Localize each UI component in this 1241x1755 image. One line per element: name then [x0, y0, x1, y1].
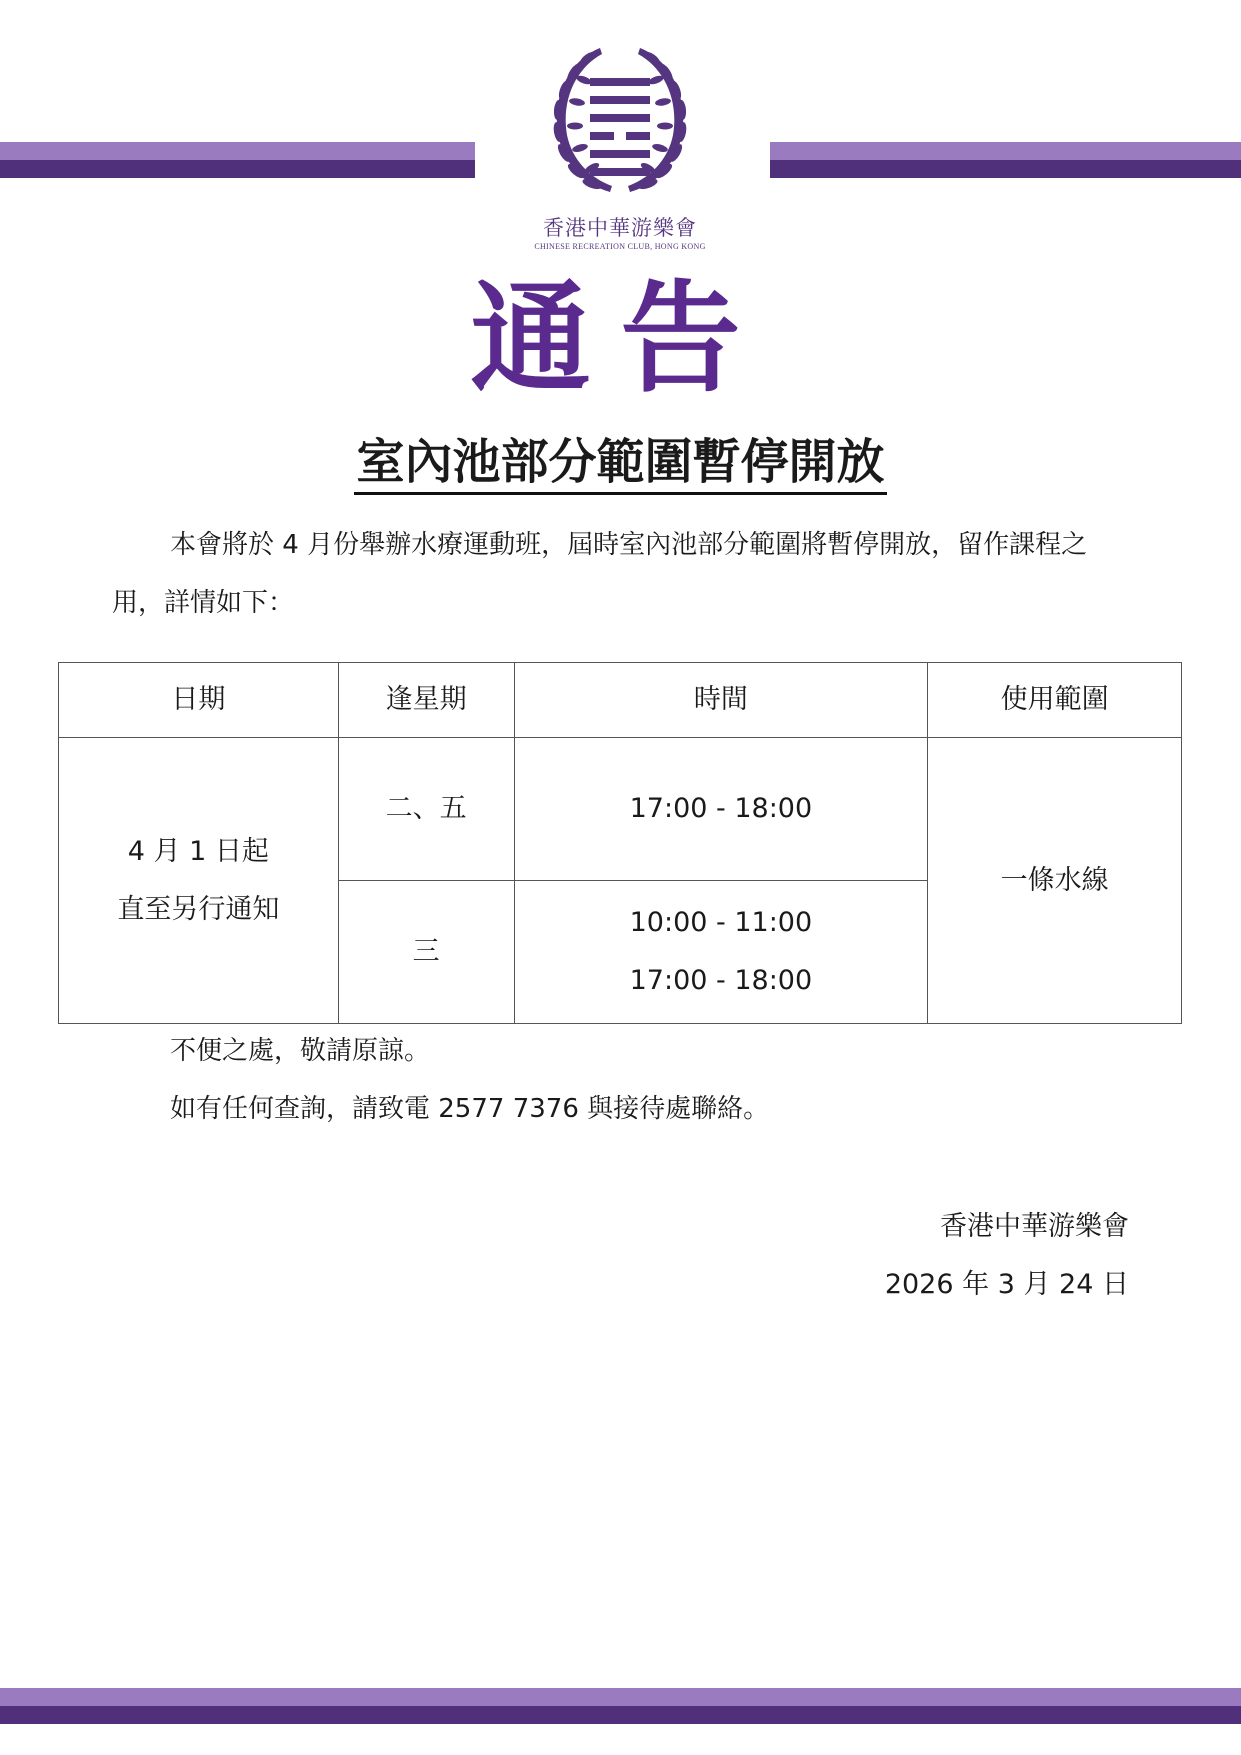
time-slot: 10:00 - 11:00: [629, 907, 813, 938]
club-name-en: CHINESE RECREATION CLUB, HONG KONG: [534, 242, 706, 251]
signature-block: [885, 1198, 1129, 1314]
schedule-table: [58, 662, 1182, 1024]
date-until: 直至另行通知: [117, 893, 280, 925]
signature-date: 2026 年 3 月 24 日: [884, 1269, 1129, 1300]
signature-org: 香港中華游樂會: [940, 1211, 1129, 1242]
usage-cell: 一條水線: [928, 738, 1182, 1024]
time-slot: 17:00 - 18:00: [629, 965, 813, 996]
header-band-left: [0, 142, 475, 178]
notice-subject: [0, 432, 1241, 492]
weekday-cell: 三: [338, 881, 514, 1024]
header-date: 日期: [59, 663, 339, 738]
club-logo: [520, 40, 720, 255]
subject-text: 室內池部分範圍暫停開放: [354, 434, 886, 495]
club-name-zh: 香港中華游樂會: [543, 216, 697, 240]
laurel-emblem-icon: [530, 40, 710, 210]
date-cell: [59, 738, 339, 1024]
time-cell: [514, 881, 928, 1024]
time-cell: [514, 738, 928, 881]
header-usage: 使用範圍: [928, 663, 1182, 738]
footer-band: [0, 1688, 1241, 1724]
date-start: 4 月 1 日起: [127, 835, 269, 867]
table-row: [59, 738, 1182, 881]
notice-title: 通告: [470, 270, 771, 409]
time-slot: 17:00 - 18:00: [629, 793, 813, 824]
enquiry-text: 如有任何查詢，請致電 2577 7376 與接待處聯絡。: [170, 1094, 770, 1124]
apology-text: 不便之處，敬請原諒。: [170, 1036, 431, 1066]
weekday-cell: 二、五: [338, 738, 514, 881]
intro-paragraph: 本會將於 4 月份舉辦水療運動班，屆時室內池部分範圍將暫停開放，留作課程之用，詳情如下：: [112, 530, 1088, 618]
header-weekday: 逢星期: [338, 663, 514, 738]
header-band-right: [770, 142, 1241, 178]
header-time: 時間: [514, 663, 928, 738]
table-header-row: [59, 663, 1182, 738]
